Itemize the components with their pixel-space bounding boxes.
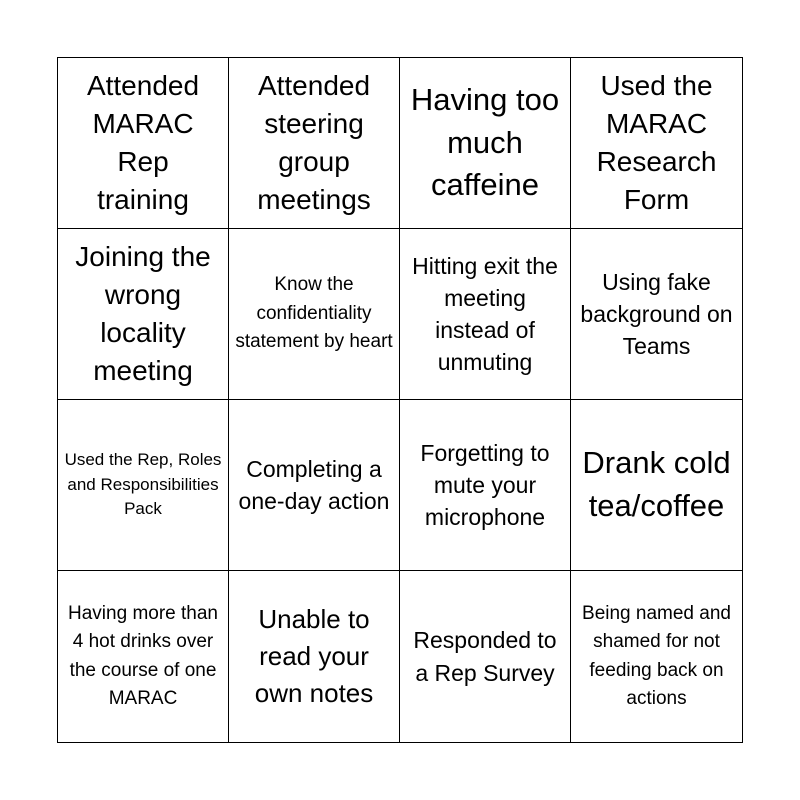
bingo-cell[interactable] bbox=[58, 229, 229, 400]
bingo-cell[interactable] bbox=[229, 400, 400, 571]
bingo-cell[interactable] bbox=[229, 571, 400, 742]
bingo-cell[interactable] bbox=[571, 571, 742, 742]
bingo-cell-text: Using fake background on Teams bbox=[580, 268, 733, 360]
bingo-cell-text: Unable to read your own notes bbox=[254, 603, 374, 709]
bingo-cell[interactable] bbox=[58, 571, 229, 742]
bingo-cell[interactable] bbox=[400, 571, 571, 742]
bingo-cell[interactable] bbox=[571, 400, 742, 571]
bingo-cell-text: Joining the wrong locality meeting bbox=[75, 240, 211, 387]
bingo-cell[interactable] bbox=[58, 400, 229, 571]
bingo-cell-text: Having too much caffeine bbox=[410, 81, 560, 203]
bingo-board bbox=[57, 57, 743, 743]
bingo-cell-text: Having more than 4 hot drinks over the course of one MARAC bbox=[68, 602, 218, 709]
bingo-cell[interactable] bbox=[229, 229, 400, 400]
bingo-cell-text: Drank cold tea/coffee bbox=[582, 445, 731, 523]
bingo-cell-text: Attended MARAC Rep training bbox=[86, 69, 200, 216]
bingo-cell-text: Being named and shamed for not feeding back on actions bbox=[582, 602, 731, 709]
bingo-cell[interactable] bbox=[229, 58, 400, 229]
bingo-cell[interactable] bbox=[400, 58, 571, 229]
bingo-cell-text: Responded to a Rep Survey bbox=[413, 627, 557, 686]
bingo-cell[interactable] bbox=[571, 58, 742, 229]
bingo-cell[interactable] bbox=[58, 58, 229, 229]
bingo-cell-text: Hitting exit the meeting instead of unmuting bbox=[412, 252, 558, 376]
bingo-cell[interactable] bbox=[400, 229, 571, 400]
bingo-cell-text: Completing a one-day action bbox=[238, 455, 390, 514]
bingo-cell-text: Used the Rep, Roles and Responsibilities Pack bbox=[64, 450, 222, 519]
bingo-cell-text: Used the MARAC Research Form bbox=[596, 69, 717, 216]
bingo-cell-text: Attended steering group meetings bbox=[257, 69, 371, 216]
bingo-cell[interactable] bbox=[400, 400, 571, 571]
bingo-cell-text: Forgetting to mute your microphone bbox=[420, 439, 550, 531]
bingo-cell-text: Know the confidentiality statement by heart bbox=[235, 274, 393, 353]
bingo-cell[interactable] bbox=[571, 229, 742, 400]
